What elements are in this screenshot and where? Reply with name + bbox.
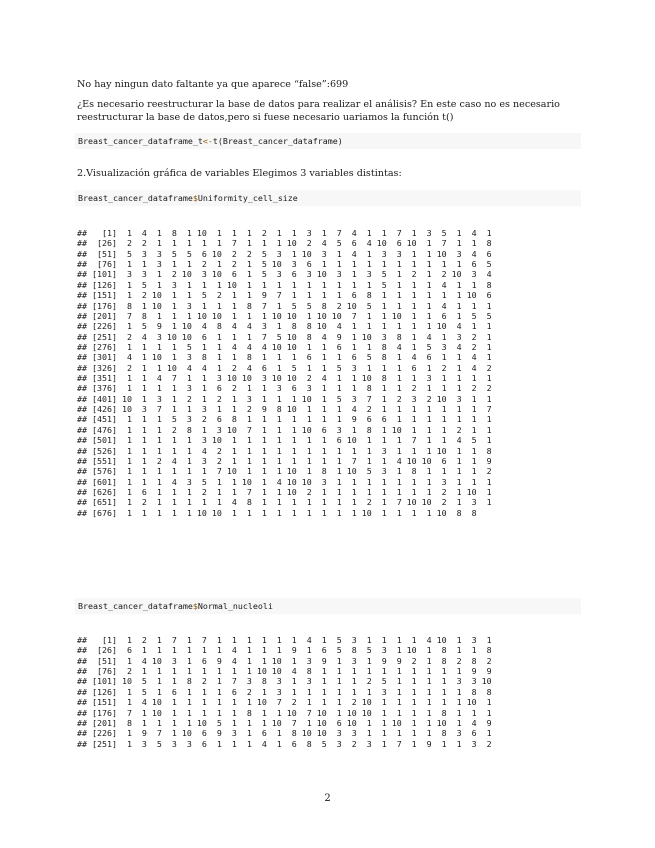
output-line: ## [26] 6 1 1 1 1 1 1 4 1 1 1 9 1 6 5 8 5 3 1 10 1 8 1 1 8 bbox=[77, 645, 492, 656]
code-assign-operator: <- bbox=[202, 136, 213, 146]
output-line: ## [426] 10 3 7 1 1 3 1 1 2 9 8 10 1 1 1 4 2 1 1 1 1 1 1 1 7 bbox=[77, 404, 492, 415]
page-number: 2 bbox=[324, 793, 331, 804]
output-line: ## [101] 10 5 1 1 8 2 1 7 3 8 3 1 3 1 1 1 2 5 1 1 1 1 3 3 10 bbox=[77, 676, 492, 687]
output-line: ## [401] 10 1 3 1 2 1 2 1 3 1 1 1 10 1 5 3 7 1 2 3 2 10 3 1 1 bbox=[77, 393, 492, 404]
output-line: ## [51] 1 4 10 3 1 6 9 4 1 1 10 1 3 9 1 3 1 9 9 2 1 8 2 8 2 bbox=[77, 655, 492, 666]
output-line: ## [26] 2 2 1 1 1 1 1 7 1 1 1 10 2 4 5 6 4 10 6 10 1 7 1 1 8 bbox=[77, 238, 492, 249]
output-line: ## [551] 1 1 2 4 1 3 2 1 1 1 1 1 1 1 1 7 1 1 4 10 10 6 1 1 9 bbox=[77, 455, 492, 466]
output-line: ## [76] 1 1 3 1 1 2 1 2 1 5 10 3 6 1 1 1 1 1 1 1 1 1 1 6 5 bbox=[77, 259, 492, 270]
code-line bbox=[75, 598, 581, 612]
output-uniformity-cell-size bbox=[77, 228, 492, 518]
output-normal-nucleoli bbox=[77, 635, 492, 749]
output-line: ## [176] 8 1 10 1 3 1 1 1 8 7 1 5 5 8 2 10 5 1 1 1 1 4 1 1 1 bbox=[77, 300, 492, 311]
output-line: ## [326] 2 1 1 10 4 4 1 2 4 6 1 5 1 1 5 3 1 1 1 6 1 2 1 4 2 bbox=[77, 362, 492, 373]
output-line: ## [676] 1 1 1 1 1 10 10 1 1 1 1 1 1 1 1 1 10 1 1 1 1 10 8 8 bbox=[77, 507, 477, 518]
output-line: ## [176] 7 1 10 1 1 1 1 1 8 1 1 10 7 10 1 10 10 1 1 1 1 8 1 1 1 bbox=[77, 707, 492, 718]
restructure-question: ¿Es necesario reestructurar la base de datos para realizar el análisis? En este caso no es necesario reestructurar la base de datos,pero si fuese necesario uariamos la función t() bbox=[77, 99, 560, 123]
output-line: ## [476] 1 1 1 2 8 1 3 10 7 1 1 1 10 6 3 1 8 1 10 1 1 1 2 1 1 bbox=[77, 424, 492, 435]
code-line bbox=[75, 190, 581, 204]
output-line: ## [151] 1 4 10 1 1 1 1 1 1 10 7 2 1 1 1 2 10 1 1 1 1 1 1 10 1 bbox=[77, 697, 492, 708]
code-field: Normal_nucleoli bbox=[197, 601, 273, 611]
output-line: ## [651] 1 2 1 1 1 1 1 4 8 1 1 1 1 1 1 1 2 1 7 10 10 2 1 3 1 bbox=[77, 497, 492, 508]
missing-data-note: No hay ningun dato faltante ya que aparece “false”:699 bbox=[77, 79, 349, 90]
output-line: ## [526] 1 1 1 1 1 4 2 1 1 1 1 1 1 1 1 1 1 3 1 1 1 10 1 1 8 bbox=[77, 445, 492, 456]
output-line: ## [76] 2 1 1 1 1 1 1 1 1 10 10 4 8 1 1 1 1 1 1 1 1 1 1 9 9 bbox=[77, 666, 492, 677]
output-line: ## [451] 1 1 1 5 3 2 6 8 1 1 1 1 1 1 1 9 6 6 1 1 1 1 1 1 1 bbox=[77, 414, 492, 425]
code-block-uniformity bbox=[75, 190, 581, 206]
output-line: ## [501] 1 1 1 1 1 3 10 1 1 1 1 1 1 1 6 10 1 1 1 7 1 1 4 5 1 bbox=[77, 435, 492, 446]
output-line: ## [251] 2 4 3 10 10 6 1 1 1 7 5 10 8 4 9 1 10 3 8 1 4 1 3 2 1 bbox=[77, 331, 492, 342]
code-object: Breast_cancer_dataframe bbox=[78, 193, 193, 203]
output-line: ## [276] 1 1 1 1 5 1 1 4 4 4 10 10 1 1 6 1 1 8 4 1 5 3 4 2 1 bbox=[77, 341, 492, 352]
output-line: ## [251] 1 3 5 3 3 6 1 1 1 4 1 6 8 5 3 2 3 1 7 1 9 1 1 3 2 bbox=[77, 738, 492, 749]
code-block-nucleoli bbox=[75, 598, 581, 614]
output-line: ## [51] 5 3 3 5 5 6 10 2 2 5 3 1 10 3 1 4 1 3 3 1 1 10 3 4 6 bbox=[77, 248, 492, 259]
output-line: ## [201] 8 1 1 1 1 10 5 1 1 1 10 7 1 10 6 10 1 1 10 1 1 10 1 4 9 bbox=[77, 717, 492, 728]
code-lhs: Breast_cancer_dataframe_t bbox=[78, 136, 203, 146]
section-heading: 2.Visualización gráfica de variables Elegimos 3 variables distintas: bbox=[77, 168, 402, 179]
code-dollar-operator: $ bbox=[192, 193, 198, 203]
code-object: Breast_cancer_dataframe bbox=[78, 601, 193, 611]
code-field: Uniformity_cell_size bbox=[197, 193, 298, 203]
output-line: ## [151] 1 2 10 1 1 5 2 1 1 9 7 1 1 1 1 6 8 1 1 1 1 1 1 10 6 bbox=[77, 290, 492, 301]
code-dollar-operator: $ bbox=[192, 601, 198, 611]
output-line: ## [101] 3 3 1 2 10 3 10 6 1 5 3 6 3 10 3 1 3 5 1 2 1 2 10 3 4 bbox=[77, 269, 492, 280]
output-line: ## [126] 1 5 1 6 1 1 1 6 2 1 3 1 1 1 1 1 1 3 1 1 1 1 1 8 8 bbox=[77, 686, 492, 697]
output-line: ## [1] 1 2 1 7 1 7 1 1 1 1 1 1 4 1 5 3 1 1 1 1 4 10 1 3 1 bbox=[77, 635, 492, 645]
output-line: ## [601] 1 1 1 4 3 5 1 1 10 1 4 10 10 3 1 1 1 1 1 1 1 3 1 1 1 bbox=[77, 476, 492, 487]
output-line: ## [301] 4 1 10 1 3 8 1 1 8 1 1 1 6 1 1 6 5 8 1 4 6 1 1 4 1 bbox=[77, 352, 492, 363]
code-block-transpose bbox=[75, 133, 581, 149]
output-line: ## [226] 1 9 7 1 10 6 9 3 1 6 1 8 10 10 3 3 1 1 1 1 1 8 3 6 1 bbox=[77, 728, 492, 739]
output-line: ## [126] 1 5 1 3 1 1 1 10 1 1 1 1 1 1 1 1 1 5 1 1 1 4 1 1 8 bbox=[77, 279, 492, 290]
output-line: ## [576] 1 1 1 1 1 1 7 10 1 1 1 10 1 8 1 10 5 3 1 8 1 1 1 1 2 bbox=[77, 466, 492, 477]
code-rhs: t(Breast_cancer_dataframe) bbox=[212, 136, 343, 146]
code-line bbox=[75, 133, 581, 147]
output-line: ## [351] 1 1 4 7 1 1 3 10 10 3 10 10 2 4 1 1 10 8 1 1 3 1 1 1 1 bbox=[77, 373, 492, 384]
output-line: ## [201] 7 8 1 1 1 10 10 1 1 1 10 10 1 10 10 7 1 1 10 1 1 6 1 5 5 bbox=[77, 310, 492, 321]
output-line: ## [226] 1 5 9 1 10 4 8 4 4 3 1 8 8 10 4 1 1 1 1 1 1 10 4 1 1 bbox=[77, 321, 492, 332]
output-line: ## [1] 1 4 1 8 1 10 1 1 1 2 1 1 3 1 7 4 1 1 7 1 3 5 1 4 1 bbox=[77, 228, 492, 238]
output-line: ## [626] 1 6 1 1 1 2 1 1 7 1 1 10 2 1 1 1 1 1 1 1 1 2 1 10 1 bbox=[77, 486, 492, 497]
output-line: ## [376] 1 1 1 1 3 1 6 2 1 1 3 6 3 1 1 1 8 1 1 2 1 1 1 2 2 bbox=[77, 383, 492, 394]
